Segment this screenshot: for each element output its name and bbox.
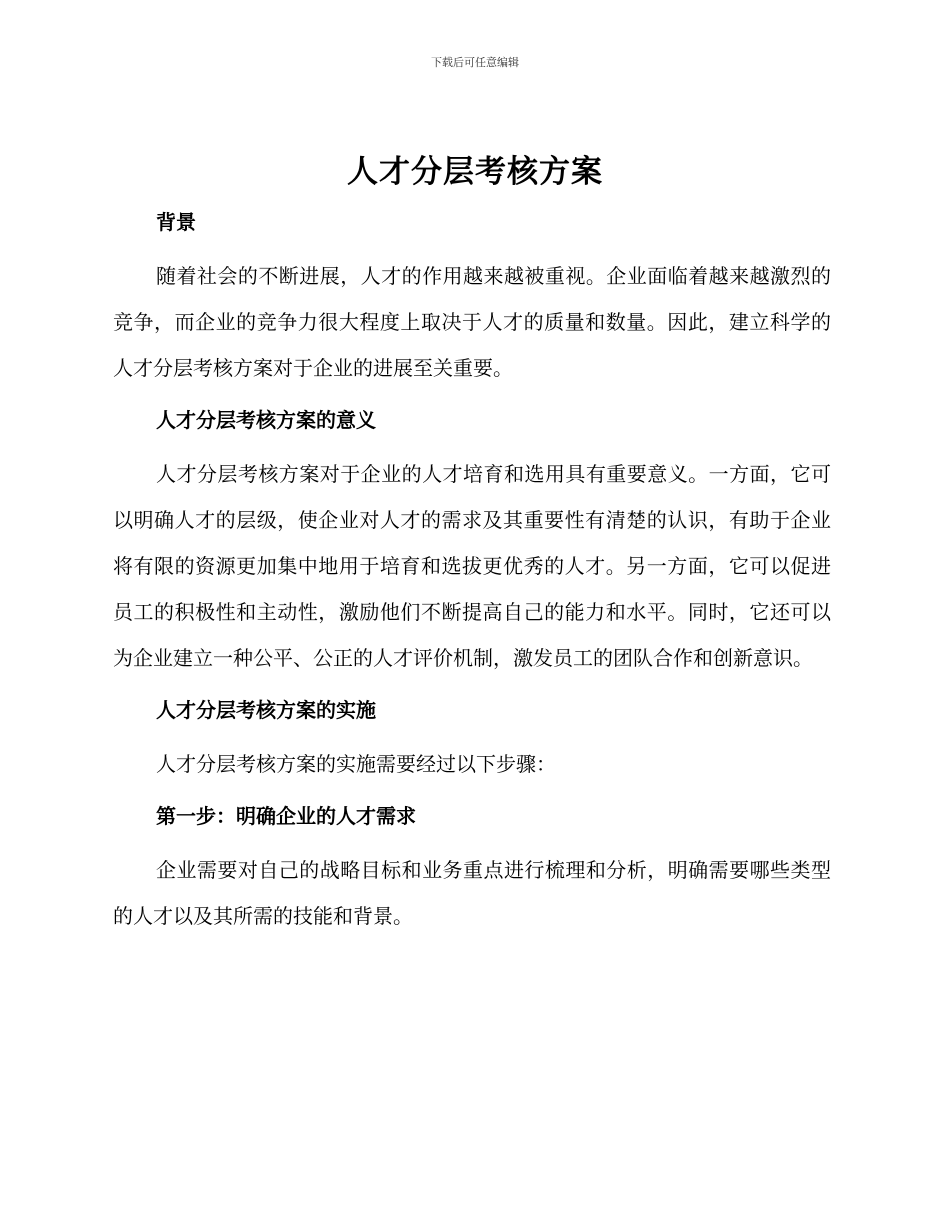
section-paragraph-step-one: 企业需要对自己的战略目标和业务重点进行梳理和分析，明确需要哪些类型的人才以及其所需的技能和背景。: [113, 858, 831, 928]
document-title: 人才分层考核方案: [347, 154, 603, 190]
section-heading-significance: 人才分层考核方案的意义: [156, 408, 376, 432]
section-paragraph-implementation: 人才分层考核方案的实施需要经过以下步骤：: [156, 752, 556, 776]
section-heading-implementation: 人才分层考核方案的实施: [156, 698, 376, 722]
section-heading-step-one: 第一步：明确企业的人才需求: [156, 804, 416, 828]
section-paragraph-significance: 人才分层考核方案对于企业的人才培育和选用具有重要意义。一方面，它可以明确人才的层级，使企业对人才的需求及其重要性有清楚的认识，有助于企业将有限的资源更加集中地用于培育和选拔更优秀的人才。另一方面，它可以促进员工的积极性和主动性，激励他们不断提高自己的能力和水平。同时，它还可以为企业建立一种公平、公正的人才评价机制，激发员工的团队合作和创新意识。: [113, 462, 831, 670]
section-paragraph-background: 随着社会的不断进展，人才的作用越来越被重视。企业面临着越来越激烈的竞争，而企业的竞争力很大程度上取决于人才的质量和数量。因此，建立科学的人才分层考核方案对于企业的进展至关重要。: [113, 264, 831, 380]
section-heading-background: 背景: [156, 210, 196, 234]
document-body: [113, 205, 831, 939]
header-note: 下载后可任意编辑: [431, 56, 519, 69]
